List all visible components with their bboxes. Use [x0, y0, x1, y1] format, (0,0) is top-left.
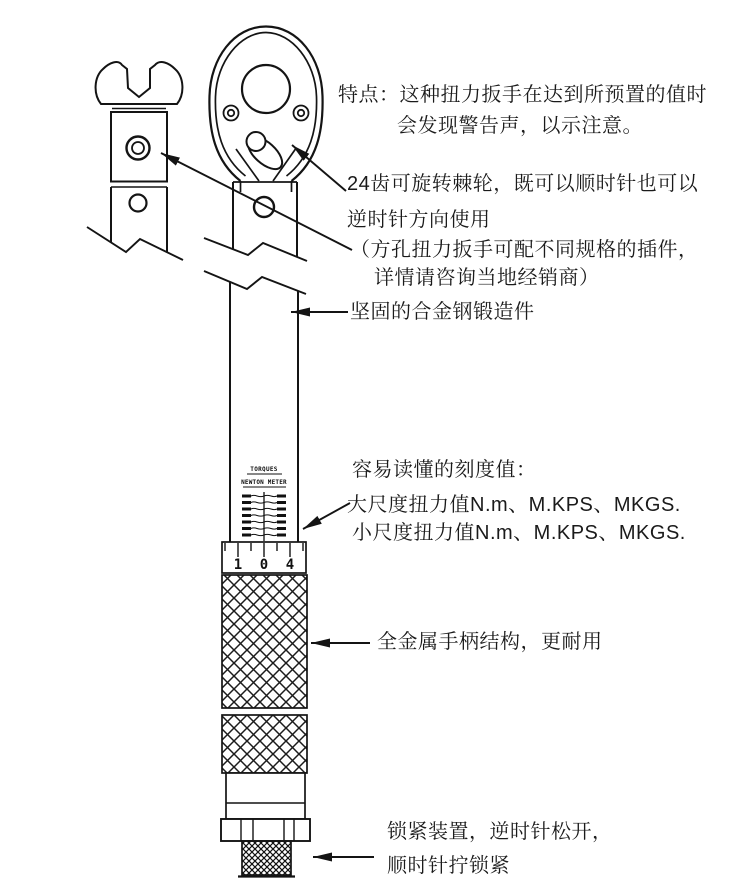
note-feature-line1: 特点：这种扭力扳手在达到所预置的值时	[338, 84, 707, 106]
leader-arrow-ratchet	[292, 145, 346, 191]
shaft-break-line-lower	[204, 271, 306, 294]
note-feature-line2: 会发现警告声，以示注意。	[397, 115, 643, 137]
note-handle: 全金属手柄结构，更耐用	[377, 631, 603, 653]
note-ratchet-line2: 逆时针方向使用	[347, 209, 491, 231]
ratchet-head-drawing	[209, 27, 322, 193]
insert-drive-hole	[127, 137, 150, 160]
lock-hex-nut	[221, 819, 310, 841]
note-insert-line1: （方孔扭力扳手可配不同规格的插件，	[350, 239, 699, 261]
insert-break-line	[87, 227, 183, 260]
scale-brand-line1: TORQUES	[250, 466, 278, 473]
note-scale-line2: 小尺度扭力值N.m、M.KPS、MKGS.	[352, 522, 686, 544]
collar-digit-right: 4	[285, 557, 295, 573]
knurled-handle	[222, 575, 307, 773]
lock-knurled-cap	[242, 841, 291, 875]
ratchet-drive-circle	[242, 65, 290, 113]
head-screw-left	[224, 106, 239, 121]
lock-assembly	[221, 773, 310, 877]
torque-scale	[241, 466, 287, 541]
head-screw-right	[294, 106, 309, 121]
open-end-jaw	[96, 62, 183, 104]
shaft-upper-section	[204, 182, 307, 294]
leader-arrow-insert	[161, 153, 352, 250]
collar-digit-center: 0	[259, 557, 269, 573]
note-scale-title: 容易读懂的刻度值：	[352, 459, 537, 481]
note-scale-line1: 大尺度扭力值N.m、M.KPS、MKGS.	[347, 494, 681, 516]
note-forged-shaft: 坚固的合金钢锻造件	[350, 301, 535, 323]
shaft-break-line-upper	[204, 238, 307, 261]
open-end-insert-drawing	[87, 62, 183, 260]
knurled-handle-lower	[222, 715, 307, 773]
shaft-pin-hole	[254, 197, 274, 217]
adjustment-collar	[222, 542, 306, 573]
note-lock-line1: 锁紧装置，逆时针松开，	[387, 821, 613, 843]
note-lock-line2: 顺时针拧锁紧	[387, 855, 510, 877]
collar-digit-left: 1	[233, 557, 243, 573]
insert-pin-hole	[130, 195, 147, 212]
scale-brand-line2: NEWTON METER	[241, 479, 287, 486]
knurled-handle-upper	[222, 575, 307, 708]
leader-arrow-scale	[303, 503, 350, 529]
note-insert-line2: 详情请咨询当地经销商）	[374, 267, 600, 289]
note-ratchet-line1: 24齿可旋转棘轮，既可以顺时针也可以	[347, 173, 699, 195]
